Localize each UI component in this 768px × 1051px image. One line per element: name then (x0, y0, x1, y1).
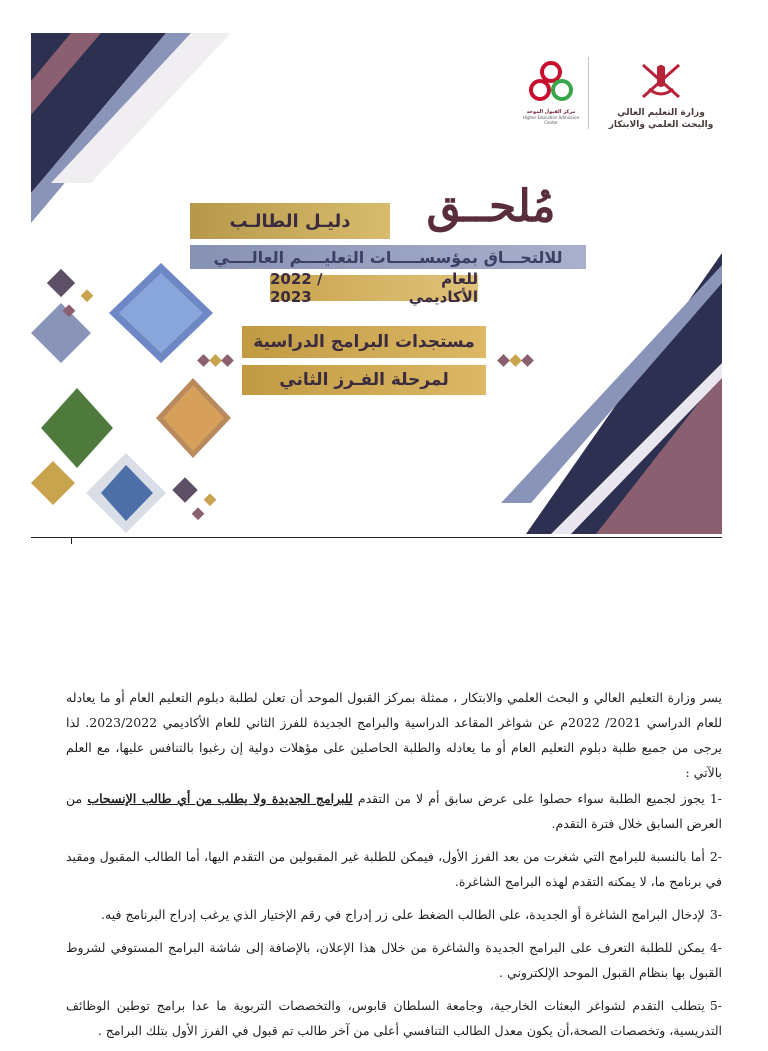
photo-collage (31, 263, 231, 533)
item-number: -2 (709, 849, 722, 864)
item-number: -5 (709, 998, 722, 1013)
item-text-after: من العرض السابق خلال فترة التقدم. (66, 791, 722, 831)
item-text: لإدخال البرامج الشاغرة أو الجديدة، على الطالب الضغط على زر إدراج في رقم الإختيار الذي يرغب إدراج البرنامج فيه. (101, 907, 705, 922)
admission-center-rings-icon (526, 59, 576, 109)
cover-banner (31, 33, 722, 534)
ministry-logo (601, 59, 721, 131)
program-updates-band: مستجدات البرامج الدراسية (242, 326, 486, 358)
item-text-emphasis: للبرامج الجديدة ولا يطلب من أي طالب الإنسحاب (87, 791, 353, 806)
list-item (66, 993, 722, 1043)
admission-center-logo (521, 59, 581, 125)
admission-center-name-ar: مركز القبول الموحد (526, 109, 576, 115)
access-band: للالتحـــاق بمؤسســـــات التعليــــم العالــــي (190, 245, 586, 269)
item-text: يمكن للطلبة التعرف على البرامج الجديدة والشاغرة من خلال هذا الإعلان، بالإضافة إلى شاشة البرامج المستوفي لشروط القبول بها بنظام القبول الموحد الإلكتروني . (66, 940, 722, 980)
item-text: يتطلب التقدم لشواغر البعثات الخارجية، وجامعة السلطان قابوس، والتخصصات التربوية ما عدا برامج توطين الوظائف التدريسية، وتخصصات الصحة،أن يكون معدل الطالب التنافسي أعلى من آخر طالب تم قبول في الفرز الأول بتلك البرامج . (66, 998, 722, 1038)
item-number: -4 (709, 940, 722, 955)
academic-year-value: 2022 / 2023 (269, 270, 323, 306)
item-text-before: يجوز لجميع الطلبة سواء حصلوا على عرض سابق أم لا من التقدم (352, 791, 705, 806)
ministry-name-line1: وزارة التعليم العالي (617, 108, 705, 118)
item-number: -1 (709, 791, 723, 806)
ministry-name-line2: والبحث العلمي والابتكار (608, 120, 714, 130)
academic-year-prefix: للعام الأكاديمي (408, 270, 478, 306)
logo-divider (588, 57, 589, 129)
divider-mark (71, 537, 72, 544)
list-item (66, 902, 722, 927)
diamond-dots-right (499, 356, 532, 365)
second-phase-band: لمرحلة الفـرز الثاني (242, 365, 486, 395)
announcement-body (66, 685, 722, 1051)
academic-year-band (269, 270, 478, 306)
conditions-list (66, 786, 722, 1043)
diamond-dots-left (199, 356, 232, 365)
section-divider (31, 537, 722, 538)
list-item (66, 786, 722, 836)
item-text: أما بالنسبة للبرامج التي شغرت من بعد الفرز الأول، فيمكن للطلبة غير المقبولين من التقدم اليها، أما الطالب المقبول ومقيد في برنامج ما، لا يمكنه التقدم لهذه البرامج الشاغرة. (66, 849, 722, 889)
admission-center-name-en: Higher Education Admission Center (522, 115, 580, 125)
list-item (66, 935, 722, 985)
oman-emblem-icon (635, 59, 687, 103)
item-number: -3 (709, 907, 722, 922)
announcement-intro: يسر وزارة التعليم العالي و البحث العلمي والابتكار ، ممثلة بمركز القبول الموحد أن تعلن لطلبة دبلوم التعليم العام أو ما يعادله للعام الدراسي 2021/ 2022م عن شواغر المقاعد الدراسية والبرامج الجديدة للفرز الثاني للعام الأكاديمي 2023/2022. لذا يرجى من جميع طلبة دبلوم التعليم العام أو ما يعادله والطلبة الحاصلين على مؤهلات دولية إن رغبوا بالتنافس عليها، مع العلم بالآتي : (66, 690, 723, 780)
annex-title: مُلحــق (426, 181, 556, 232)
student-guide-band: دليـل الطالـب (190, 203, 390, 239)
list-item (66, 844, 722, 894)
